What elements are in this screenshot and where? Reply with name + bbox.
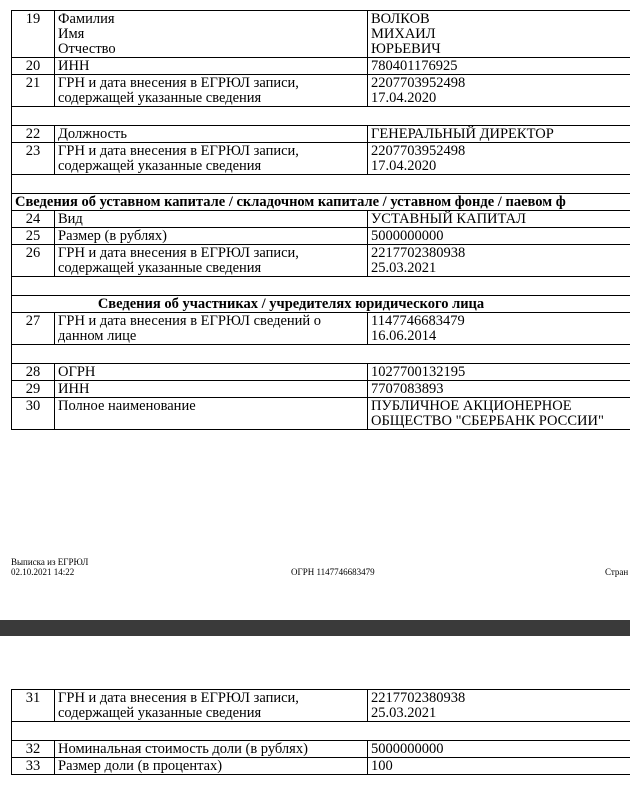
field-label-line: содержащей указанные сведения (58, 90, 262, 106)
row-number: 24 (12, 211, 55, 228)
field-value-cell (368, 690, 630, 722)
field-value-line: ГЕНЕРАЛЬНЫЙ ДИРЕКТОР (371, 126, 554, 142)
field-label-line: Должность (58, 126, 127, 142)
spacer-row (12, 722, 630, 741)
table-row (12, 11, 630, 58)
field-value-line: 5000000000 (371, 741, 444, 757)
field-label-cell (55, 690, 368, 722)
field-value-cell (368, 211, 630, 228)
egrul-table-page-2 (11, 689, 630, 775)
rows-share-details (12, 741, 630, 775)
field-value-line: ОБЩЕСТВО "СБЕРБАНК РОССИИ" (371, 413, 604, 429)
field-label-cell (55, 313, 368, 345)
row-number: 19 (12, 11, 55, 58)
row-number: 28 (12, 364, 55, 381)
row-number: 22 (12, 126, 55, 143)
field-value-cell (368, 245, 630, 277)
footer-ogrn: ОГРН 1147746683479 (291, 567, 375, 577)
row-number: 27 (12, 313, 55, 345)
field-label-line: содержащей указанные сведения (58, 158, 262, 174)
field-label-cell (55, 741, 368, 758)
field-label-cell (55, 245, 368, 277)
field-label-line: ГРН и дата внесения в ЕГРЮЛ сведений о (58, 313, 322, 329)
field-value-line: ЮРЬЕВИЧ (371, 41, 441, 57)
field-value-line: 780401176925 (371, 58, 458, 74)
spacer-row (12, 277, 630, 296)
field-label-line: данном лице (58, 328, 137, 344)
row-number: 29 (12, 381, 55, 398)
field-value-line: 17.04.2020 (371, 90, 437, 106)
field-label-cell (55, 143, 368, 175)
field-label-cell (55, 126, 368, 143)
row-number: 26 (12, 245, 55, 277)
footer-doc-title: Выписка из ЕГРЮЛ (11, 557, 89, 567)
field-label-cell (55, 58, 368, 75)
section-header-row (12, 296, 630, 313)
table-row (12, 126, 630, 143)
field-value-line: УСТАВНЫЙ КАПИТАЛ (371, 211, 526, 227)
extract-page-2 (0, 636, 630, 793)
row-number: 23 (12, 143, 55, 175)
footer-left (11, 557, 88, 577)
table-row (12, 143, 630, 175)
field-label-cell (55, 364, 368, 381)
field-label-line: Полное наименование (58, 398, 196, 414)
field-label-line: Размер доли (в процентах) (58, 758, 223, 774)
table-row (12, 58, 630, 75)
rows-director-name (12, 11, 630, 107)
field-label-cell (55, 75, 368, 107)
footer-datetime: 02.10.2021 14:22 (11, 567, 75, 577)
field-label-line: Размер (в рублях) (58, 228, 167, 244)
table-row (12, 398, 630, 430)
field-label-line: ИНН (58, 58, 90, 74)
field-value-cell (368, 228, 630, 245)
field-label-line: ГРН и дата внесения в ЕГРЮЛ записи, (58, 143, 299, 159)
section-title-capital: Сведения об уставном капитале / складочном капитале / уставном фонде / паевом ф (12, 194, 630, 211)
field-label-line: содержащей указанные сведения (58, 260, 262, 276)
field-label-line: Отчество (58, 41, 116, 57)
page-separator (0, 620, 630, 636)
field-label-cell (55, 381, 368, 398)
table-row (12, 75, 630, 107)
field-value-line: 100 (371, 758, 393, 774)
field-value-line: 1027700132195 (371, 364, 466, 380)
field-label-line: ГРН и дата внесения в ЕГРЮЛ записи, (58, 690, 299, 706)
field-label-line: ГРН и дата внесения в ЕГРЮЛ записи, (58, 75, 299, 91)
field-label-line: ОГРН (58, 364, 96, 380)
table-row (12, 245, 630, 277)
field-label-line: Фамилия (58, 11, 115, 27)
section-title-participants: Сведения об участниках / учредителях юридического лица (12, 296, 630, 313)
field-value-line: 2207703952498 (371, 75, 466, 91)
field-value-cell (368, 143, 630, 175)
field-label-cell (55, 758, 368, 775)
spacer-row (12, 107, 630, 126)
footer-page-label: Стран (605, 567, 629, 577)
rows-share-record (12, 690, 630, 722)
field-value-cell (368, 313, 630, 345)
field-label-cell (55, 211, 368, 228)
row-number: 31 (12, 690, 55, 722)
field-value-cell (368, 126, 630, 143)
field-label-cell (55, 11, 368, 58)
field-value-line: МИХАИЛ (371, 26, 436, 42)
field-value-line: ПУБЛИЧНОЕ АКЦИОНЕРНОЕ (371, 398, 572, 414)
row-number: 21 (12, 75, 55, 107)
field-label-line: ИНН (58, 381, 90, 397)
field-label-cell (55, 398, 368, 430)
field-value-line: 25.03.2021 (371, 705, 437, 721)
row-number: 20 (12, 58, 55, 75)
table-row (12, 211, 630, 228)
table-row (12, 690, 630, 722)
field-value-cell (368, 741, 630, 758)
field-value-cell (368, 58, 630, 75)
spacer-row (12, 345, 630, 364)
field-value-line: 2207703952498 (371, 143, 466, 159)
table-row (12, 381, 630, 398)
field-label-line: Номинальная стоимость доли (в рублях) (58, 741, 308, 757)
field-value-cell (368, 11, 630, 58)
field-value-line: 25.03.2021 (371, 260, 437, 276)
field-value-cell (368, 398, 630, 430)
row-number: 33 (12, 758, 55, 775)
field-value-line: 2217702380938 (371, 690, 466, 706)
field-value-line: 5000000000 (371, 228, 444, 244)
field-value-cell (368, 75, 630, 107)
table-row (12, 313, 630, 345)
row-number: 30 (12, 398, 55, 430)
rows-participant-record (12, 313, 630, 345)
field-value-line: 16.06.2014 (371, 328, 437, 344)
field-value-line: 7707083893 (371, 381, 444, 397)
spacer-row (12, 175, 630, 194)
field-label-line: Вид (58, 211, 83, 227)
row-number: 25 (12, 228, 55, 245)
field-label-line: Имя (58, 26, 85, 42)
table-row (12, 758, 630, 775)
field-label-cell (55, 228, 368, 245)
table-row (12, 228, 630, 245)
egrul-table-page-1 (11, 10, 630, 430)
field-value-cell (368, 758, 630, 775)
rows-director-position (12, 126, 630, 175)
section-header-row (12, 194, 630, 211)
field-label-line: содержащей указанные сведения (58, 705, 262, 721)
rows-capital (12, 211, 630, 277)
field-value-cell (368, 381, 630, 398)
table-row (12, 364, 630, 381)
field-value-line: 1147746683479 (371, 313, 465, 329)
field-label-line: ГРН и дата внесения в ЕГРЮЛ записи, (58, 245, 299, 261)
field-value-line: 17.04.2020 (371, 158, 437, 174)
field-value-line: 2217702380938 (371, 245, 466, 261)
row-number: 32 (12, 741, 55, 758)
rows-participant-details (12, 364, 630, 430)
field-value-line: ВОЛКОВ (371, 11, 430, 27)
table-row (12, 741, 630, 758)
field-value-cell (368, 364, 630, 381)
